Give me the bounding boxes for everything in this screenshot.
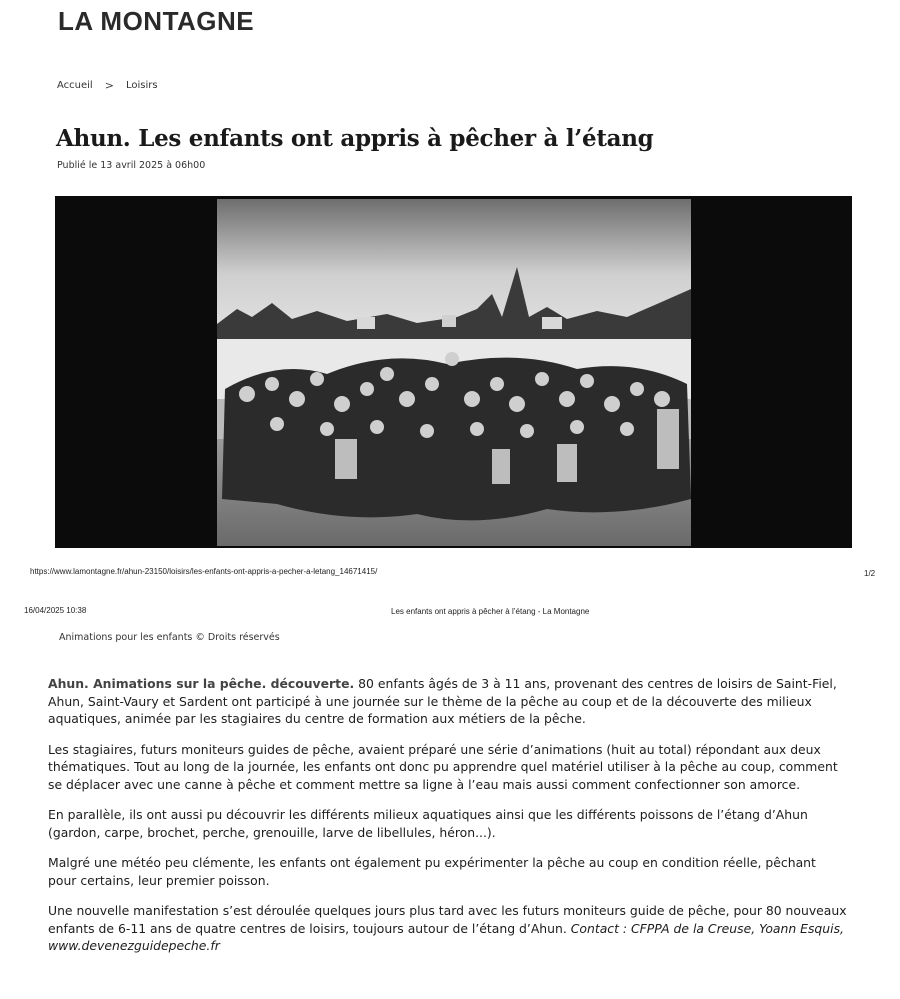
article-paragraph-2: Les stagiaires, futurs moniteurs guides de pêche, avaient préparé une série d’animations (huit au total) répondant aux deux thématiques. Tout au long de la journée, les enfants ont donc pu apprendre quel matériel utiliser à la pêche au coup, comment se déplacer avec une canne à pêche et comment mettre sa ligne à l’eau mais aussi comment confectionner son amorce. <box>48 741 838 792</box>
article-photo-frame <box>55 196 852 548</box>
print-page-number: 1/2 <box>864 569 876 578</box>
print-footer-url: https://www.lamontagne.fr/ahun-23150/loisirs/les-enfants-ont-appris-a-pecher-a-letang_14671415/ <box>30 567 378 576</box>
article-photo[interactable] <box>217 199 691 546</box>
print-header-date: 16/04/2025 10:38 <box>24 606 87 615</box>
group-photo-illustration <box>217 199 691 546</box>
article-paragraph-5 <box>48 902 848 955</box>
article-paragraph-4: Malgré une météo peu clémente, les enfants ont également pu expérimenter la pêche au coup en condition réelle, pêchant pour certains, leur premier poisson. <box>48 855 816 888</box>
print-header-title: Les enfants ont appris à pêcher à l’étang - La Montagne <box>391 607 590 616</box>
article-title: Ahun. Les enfants ont appris à pêcher à l’étang <box>56 125 654 153</box>
article-paragraph <box>48 675 848 728</box>
site-logo[interactable]: LA MONTAGNE <box>58 6 255 36</box>
article-paragraph-1-text: 80 enfants âgés de 3 à 11 ans, provenant des centres de loisirs de Saint-Fiel, Ahun, Saint-Vaury et Sardent ont participé à une journée sur le thème de la pêche au coup et de la découverte des milieux aquatiques, animée par les stagiaires du centre de formation aux métiers de la pêche. <box>48 676 837 726</box>
breadcrumb-home-link[interactable]: Accueil <box>57 80 93 91</box>
image-caption: Animations pour les enfants © Droits réservés <box>59 632 280 643</box>
article-body <box>48 675 848 968</box>
article-lead: Ahun. Animations sur la pêche. découverte. <box>48 676 355 691</box>
publication-date: Publié le 13 avril 2025 à 06h00 <box>57 160 206 171</box>
article-paragraph-5-text: Une nouvelle manifestation s’est déroulée quelques jours plus tard avec les futurs moniteurs guide de pêche, pour 80 nouveaux enfants de 6-11 ans de quatre centres de loisirs, toujours autour de l’étang d’Ahun. <box>48 903 847 936</box>
article-paragraph-3: En parallèle, ils ont aussi pu découvrir les différents milieux aquatiques ainsi que les différents poissons de l’étang d’Ahun (gardon, carpe, brochet, perche, grenouille, larve de libellules, héron...). <box>48 807 808 840</box>
chevron-right-icon: > <box>104 79 114 92</box>
breadcrumb-section-link[interactable]: Loisirs <box>125 80 158 91</box>
contact-info: Contact : CFPPA de la Creuse, Yoann Esquis, www.devenezguidepeche.fr <box>48 920 844 953</box>
breadcrumb <box>57 79 158 92</box>
